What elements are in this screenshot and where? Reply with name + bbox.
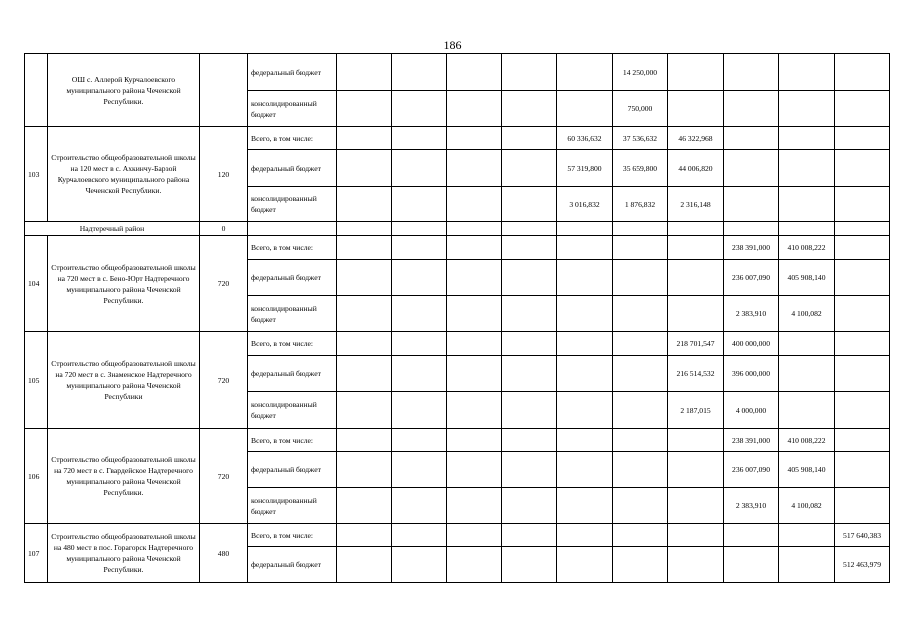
value-cell: 2 316,148 xyxy=(668,187,724,222)
value-cell: 3 016,832 xyxy=(557,187,613,222)
table-row xyxy=(25,54,890,91)
value-cell: 750,000 xyxy=(613,91,668,127)
funding-source-cell: Всего, в том числе: xyxy=(248,429,337,452)
region-name-cell: Надтеречный район xyxy=(25,222,200,236)
value-cell: 512 463,979 xyxy=(835,547,890,583)
region-row xyxy=(25,222,890,236)
capacity-cell xyxy=(200,54,248,127)
value-cell: 517 640,383 xyxy=(835,524,890,547)
funding-source-cell: консолидированный бюджет xyxy=(248,296,337,332)
funding-source-cell: федеральный бюджет xyxy=(248,356,337,392)
table-row xyxy=(25,524,890,547)
item-name-cell: Строительство общеобразовательной школы на 720 мест в с. Бено-Юрт Надтеречного муниципального района Чеченской Республики. xyxy=(48,236,200,332)
capacity-cell: 0 xyxy=(200,222,248,236)
item-number-cell: 103 xyxy=(25,127,48,222)
funding-source-cell: федеральный бюджет xyxy=(248,547,337,583)
value-cell: 4 100,082 xyxy=(779,296,835,332)
funding-source-cell: федеральный бюджет xyxy=(248,452,337,488)
value-cell: 60 336,632 xyxy=(557,127,613,150)
item-number-cell: 107 xyxy=(25,524,48,583)
value-cell: 57 319,800 xyxy=(557,150,613,187)
value-cell: 236 007,090 xyxy=(724,260,779,296)
capacity-cell: 120 xyxy=(200,127,248,222)
table-row xyxy=(25,236,890,260)
funding-source-cell: федеральный бюджет xyxy=(248,260,337,296)
capacity-cell: 480 xyxy=(200,524,248,583)
funding-source-cell: Всего, в том числе: xyxy=(248,332,337,356)
funding-source-cell: консолидированный бюджет xyxy=(248,488,337,524)
value-cell: 400 000,000 xyxy=(724,332,779,356)
value-cell: 2 187,015 xyxy=(668,392,724,429)
funding-source-cell: консолидированный бюджет xyxy=(248,187,337,222)
budget-table xyxy=(24,53,890,583)
funding-source-cell: консолидированный бюджет xyxy=(248,392,337,429)
value-cell: 2 383,910 xyxy=(724,488,779,524)
value-cell: 396 000,000 xyxy=(724,356,779,392)
item-number-cell: 104 xyxy=(25,236,48,332)
value-cell: 4 000,000 xyxy=(724,392,779,429)
value-cell: 37 536,632 xyxy=(613,127,668,150)
value-cell: 218 701,547 xyxy=(668,332,724,356)
value-cell: 46 322,968 xyxy=(668,127,724,150)
item-number-cell xyxy=(25,54,48,127)
value-cell: 405 908,140 xyxy=(779,452,835,488)
value-cell: 14 250,000 xyxy=(613,54,668,91)
page-number: 186 xyxy=(443,38,462,52)
item-name-cell: ОШ с. Аллерой Курчалоевского муниципального района Чеченской Республики. xyxy=(48,54,200,127)
value-cell: 35 659,800 xyxy=(613,150,668,187)
capacity-cell: 720 xyxy=(200,236,248,332)
funding-source-cell: Всего, в том числе: xyxy=(248,236,337,260)
value-cell: 1 876,832 xyxy=(613,187,668,222)
value-cell: 44 006,820 xyxy=(668,150,724,187)
value-cell: 236 007,090 xyxy=(724,452,779,488)
funding-source-cell: Всего, в том числе: xyxy=(248,524,337,547)
item-name-cell: Строительство общеобразовательной школы на 480 мест в пос. Горагорск Надтеречного муниципального района Чеченской Республики. xyxy=(48,524,200,583)
capacity-cell: 720 xyxy=(200,332,248,429)
funding-source-cell: федеральный бюджет xyxy=(248,150,337,187)
table-row xyxy=(25,332,890,356)
value-cell: 216 514,532 xyxy=(668,356,724,392)
value-cell: 238 391,000 xyxy=(724,236,779,260)
item-number-cell: 106 xyxy=(25,429,48,524)
value-cell: 405 908,140 xyxy=(779,260,835,296)
funding-source-cell: консолидированный бюджет xyxy=(248,91,337,127)
item-name-cell: Строительство общеобразовательной школы на 720 мест в с. Знаменское Надтеречного муниципального района Чеченской Республики xyxy=(48,332,200,429)
funding-source-cell: Всего, в том числе: xyxy=(248,127,337,150)
item-number-cell: 105 xyxy=(25,332,48,429)
value-cell: 410 008,222 xyxy=(779,236,835,260)
value-cell: 410 008,222 xyxy=(779,429,835,452)
funding-source-cell: федеральный бюджет xyxy=(248,54,337,91)
table-row xyxy=(25,127,890,150)
capacity-cell: 720 xyxy=(200,429,248,524)
value-cell: 238 391,000 xyxy=(724,429,779,452)
item-name-cell: Строительство общеобразовательной школы на 120 мест в с. Ахкинчу-Барзой Курчалоевского муниципального района Чеченской Республики. xyxy=(48,127,200,222)
value-cell: 4 100,082 xyxy=(779,488,835,524)
table-row xyxy=(25,429,890,452)
value-cell: 2 383,910 xyxy=(724,296,779,332)
item-name-cell: Строительство общеобразовательной школы на 720 мест в с. Гвардейское Надтеречного муниципального района Чеченской Республики. xyxy=(48,429,200,524)
